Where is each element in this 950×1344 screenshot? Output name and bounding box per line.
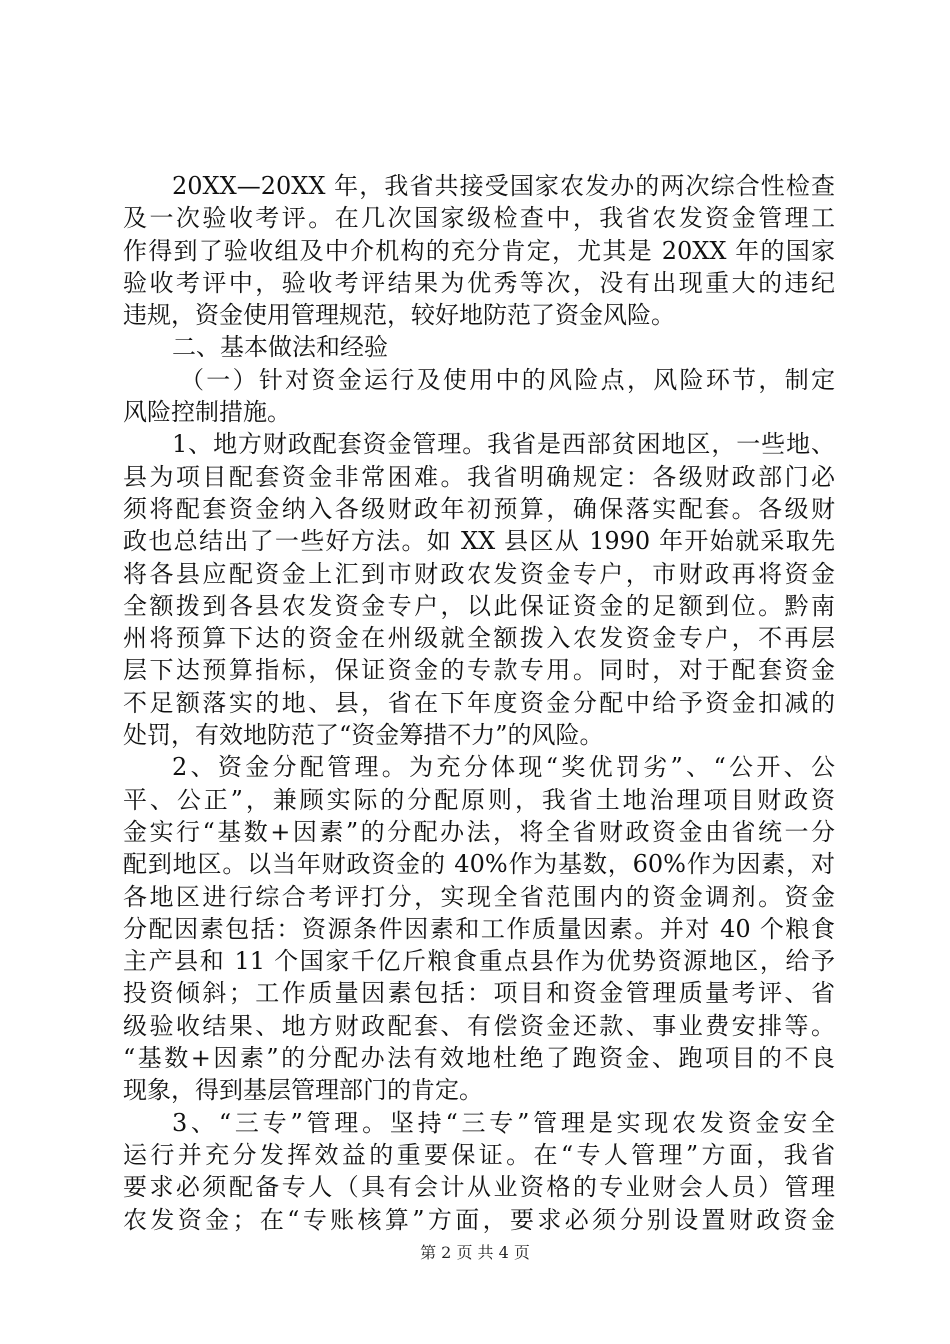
- paragraph-line: 级验收结果、地方财政配套、有偿资金还款、事业费安排等。: [123, 1011, 835, 1040]
- subsection-heading: 风险控制措施。: [123, 398, 291, 427]
- page-footer: 第 2 页 共 4 页: [420, 1243, 530, 1262]
- subsection-heading: （一）针对资金运行及使用中的风险点，风险环节，制定: [180, 365, 835, 394]
- paragraph-line: 运行并充分发挥效益的重要保证。在“专人管理”方面，我省: [123, 1140, 835, 1169]
- paragraph-line: 须将配套资金纳入各级财政年初预算，确保落实配套。各级财: [123, 494, 835, 523]
- paragraph-line: 违规，资金使用管理规范，较好地防范了资金风险。: [123, 301, 675, 330]
- section-heading: 二、基本做法和经验: [172, 333, 388, 362]
- paragraph-line: “基数+因素”的分配办法有效地杜绝了跑资金、跑项目的不良: [123, 1044, 835, 1073]
- paragraph-line: 层下达预算指标，保证资金的专款专用。同时，对于配套资金: [123, 656, 835, 685]
- paragraph-line: 3、“三专”管理。坚持“三专”管理是实现农发资金安全: [172, 1108, 835, 1137]
- paragraph-line: 20XX—20XX 年，我省共接受国家农发办的两次综合性检查: [172, 172, 835, 200]
- paragraph-line: 要求必须配备专人（具有会计从业资格的专业财会人员）管理: [123, 1173, 835, 1202]
- paragraph-line: 各地区进行综合考评打分，实现全省范围内的资金调剂。资金: [123, 882, 835, 911]
- paragraph-line: 投资倾斜；工作质量因素包括：项目和资金管理质量考评、省: [123, 979, 835, 1008]
- paragraph-line: 不足额落实的地、县，省在下年度资金分配中给予资金扣减的: [123, 688, 835, 717]
- body-text: [123, 170, 835, 1236]
- paragraph-line: 主产县和 11 个国家千亿斤粮食重点县作为优势资源地区，给予: [123, 947, 835, 976]
- paragraph-line: 2、资金分配管理。为充分体现“奖优罚劣”、“公开、公: [172, 753, 835, 782]
- paragraph-line: 验收考评中，验收考评结果为优秀等次，没有出现重大的违纪: [123, 268, 835, 297]
- paragraph-line: 配到地区。以当年财政资金的 40%作为基数，60%作为因素，对: [123, 850, 835, 879]
- paragraph-line: 分配因素包括：资源条件因素和工作质量因素。并对 40 个粮食: [123, 914, 835, 943]
- paragraph-line: 作得到了验收组及中介机构的充分肯定，尤其是 20XX 年的国家: [123, 236, 835, 265]
- paragraph-line: 县为项目配套资金非常困难。我省明确规定：各级财政部门必: [123, 462, 835, 491]
- paragraph-line: 州将预算下达的资金在州级就全额拨入农发资金专户，不再层: [123, 624, 835, 653]
- paragraph-line: 及一次验收考评。在几次国家级检查中，我省农发资金管理工: [123, 204, 835, 233]
- paragraph-line: 平、公正”，兼顾实际的分配原则，我省土地治理项目财政资: [123, 785, 835, 814]
- paragraph-line: 金实行“基数+因素”的分配办法，将全省财政资金由省统一分: [123, 817, 835, 846]
- paragraph-line: 1、地方财政配套资金管理。我省是西部贫困地区，一些地、: [172, 430, 835, 459]
- paragraph-line: 处罚，有效地防范了“资金筹措不力”的风险。: [123, 721, 604, 750]
- paragraph-line: 将各县应配资金上汇到市财政农发资金专户，市财政再将资金: [123, 559, 835, 588]
- paragraph-line: 全额拨到各县农发资金专户，以此保证资金的足额到位。黔南: [123, 591, 835, 620]
- paragraph-line: 农发资金；在“专账核算”方面，要求必须分别设置财政资金: [123, 1205, 835, 1234]
- paragraph-line: 政也总结出了一些好方法。如 XX 县区从 1990 年开始就采取先: [123, 527, 835, 556]
- paragraph-line: 现象，得到基层管理部门的肯定。: [123, 1076, 483, 1105]
